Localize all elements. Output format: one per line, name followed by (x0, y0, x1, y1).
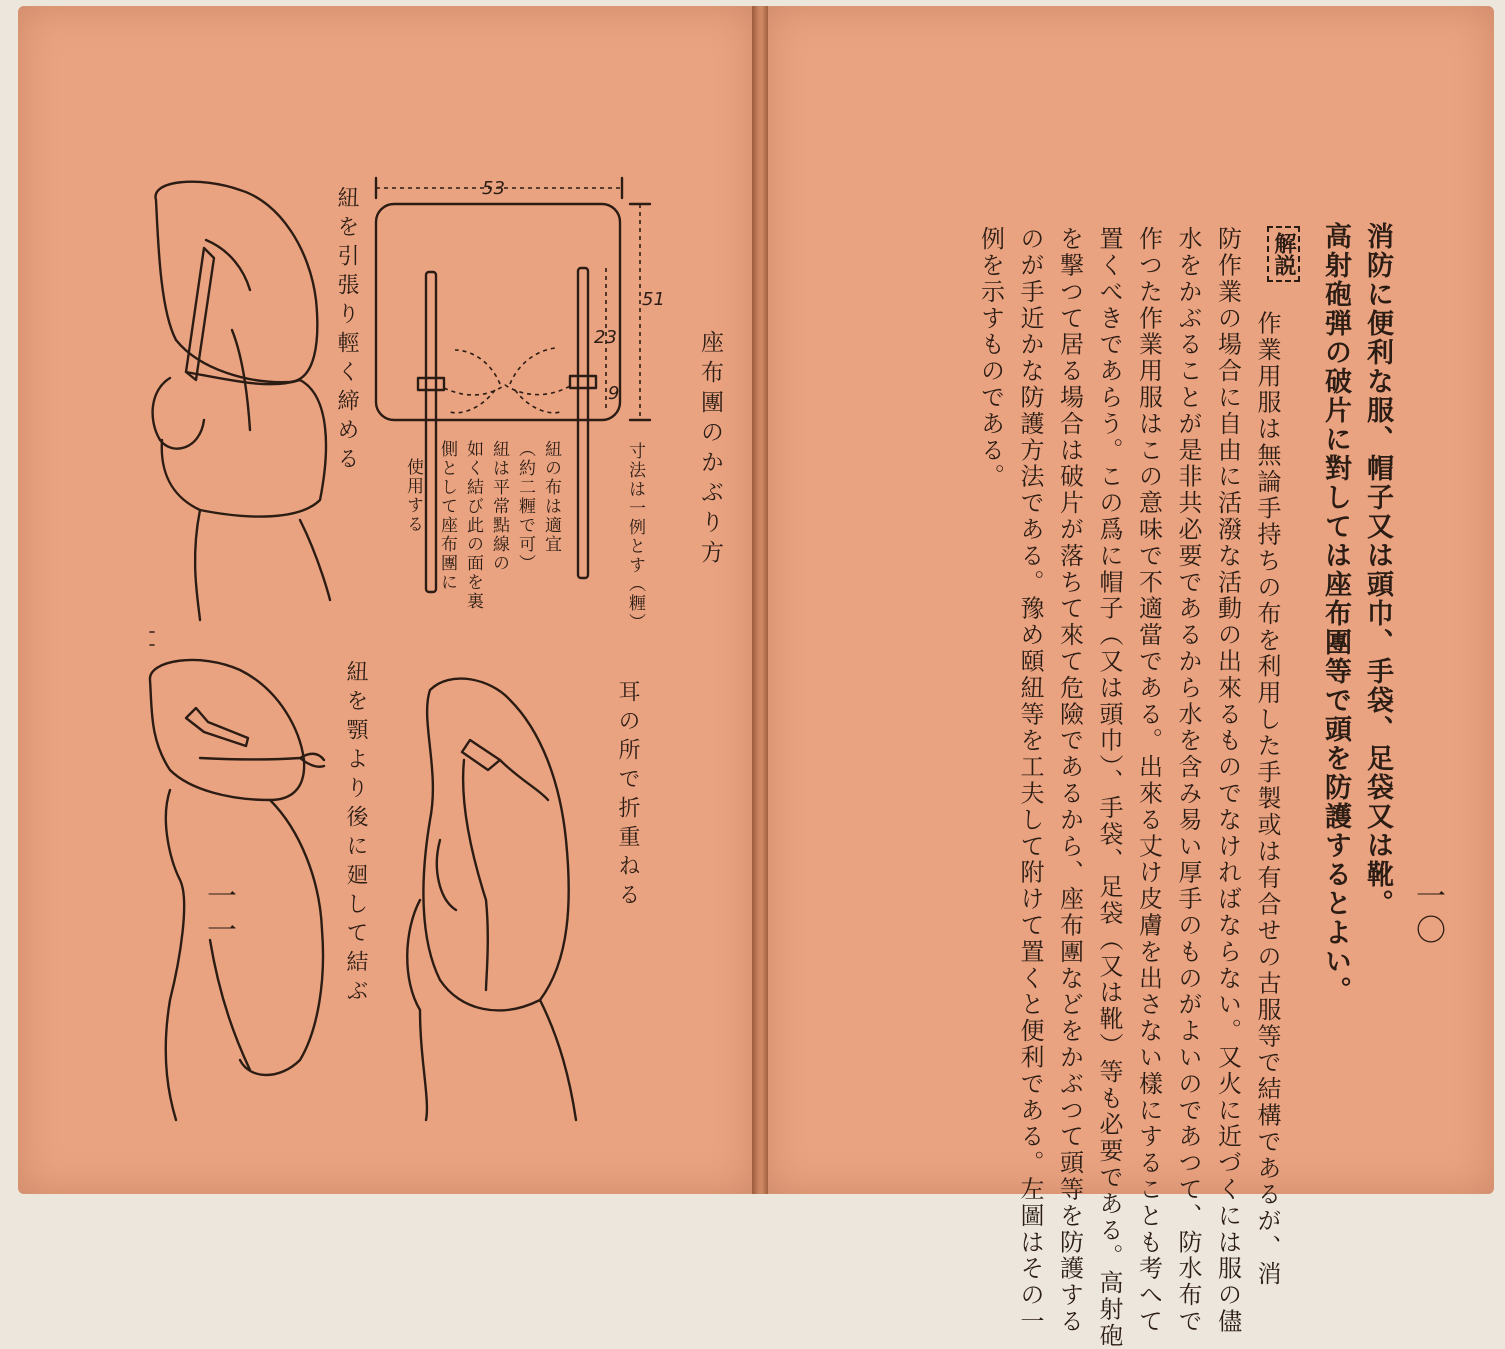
body-line: 例を示すものである。 (976, 226, 1005, 490)
caption-pull: 紐を引張り輕く締める (334, 186, 359, 476)
body-line: 作つた作業用服はこの意味で不適當である。出來る丈け皮膚を出さない樣にすることも考へて (1134, 226, 1163, 1335)
page-number-left: 一一 (201, 880, 236, 948)
left-tab (418, 378, 444, 390)
string-note-line: 側として座布團に (437, 440, 457, 592)
string-note-line: 如く結び此の面を裏 (463, 440, 483, 611)
figure-pull-strings (153, 182, 330, 620)
body-line: 置くべきであらう。この爲に帽子（又は頭巾）、手袋、足袋（又は靴）等も必要である。高射砲 (1095, 226, 1123, 1349)
figure-tie-chin (150, 660, 324, 1120)
heading-line-2: 高射砲弾の破片に對しては座布團等で頭を防護するとよい。 (1320, 222, 1351, 1005)
left-string (426, 272, 436, 592)
use-note: 使用する (403, 458, 423, 534)
body-line: 作業用服は無論手持ちの布を利用した手製或は有合せの古服等で結構であるが、消 (1253, 284, 1281, 1288)
heading-line-1: 消防に便利な服、帽子又は頭巾、手袋、足袋又は靴。 (1362, 222, 1393, 918)
string-note-line: 紐の布は適宜 (541, 440, 561, 554)
cushion-pattern-diagram (376, 178, 665, 592)
caption-fold: 耳の所で折重ねる (615, 680, 640, 912)
mid-dimension-label: 23 (594, 327, 617, 348)
string-note-line: 紐は平常點線の (489, 440, 509, 573)
body-line: 水をかぶることが是非共必要であるから水を含み易い厚手のものがよいのであつて、防水布で (1174, 226, 1202, 1335)
width-dimension-label: 53 (482, 178, 505, 199)
body-line: 防作業の場合に自由に活潑な活動の出來るものでなければならない。又火に近づくには服の儘 (1213, 226, 1242, 1335)
low-dimension-label: 9 (608, 383, 620, 404)
right-string (578, 268, 588, 578)
height-dimension-label: 51 (642, 289, 665, 310)
kaisetsu-box: 解説 (1267, 226, 1300, 282)
caption-tie: 紐を顎より後に廻して結ぶ (343, 660, 368, 1008)
figure-title: 座布團のかぶり方 (697, 330, 723, 570)
right-tab (570, 376, 596, 388)
page-number-right: 一〇 (1410, 880, 1445, 948)
dimension-note: 寸法は一例とす（糎） (625, 442, 645, 632)
string-note-line: （約二糎で可） (515, 440, 535, 573)
body-line: のが手近かな防護方法である。豫め頤紐等を工夫して附けて置くと便利である。左圖はその一 (1016, 226, 1044, 1335)
figure-fold-ears (407, 679, 576, 1120)
dotted-bow (444, 385, 570, 395)
body-line: を撃つて居る場合は破片が落ちて來て危險であるから、座布團などをかぶつて頭等を防護する (1055, 226, 1084, 1335)
